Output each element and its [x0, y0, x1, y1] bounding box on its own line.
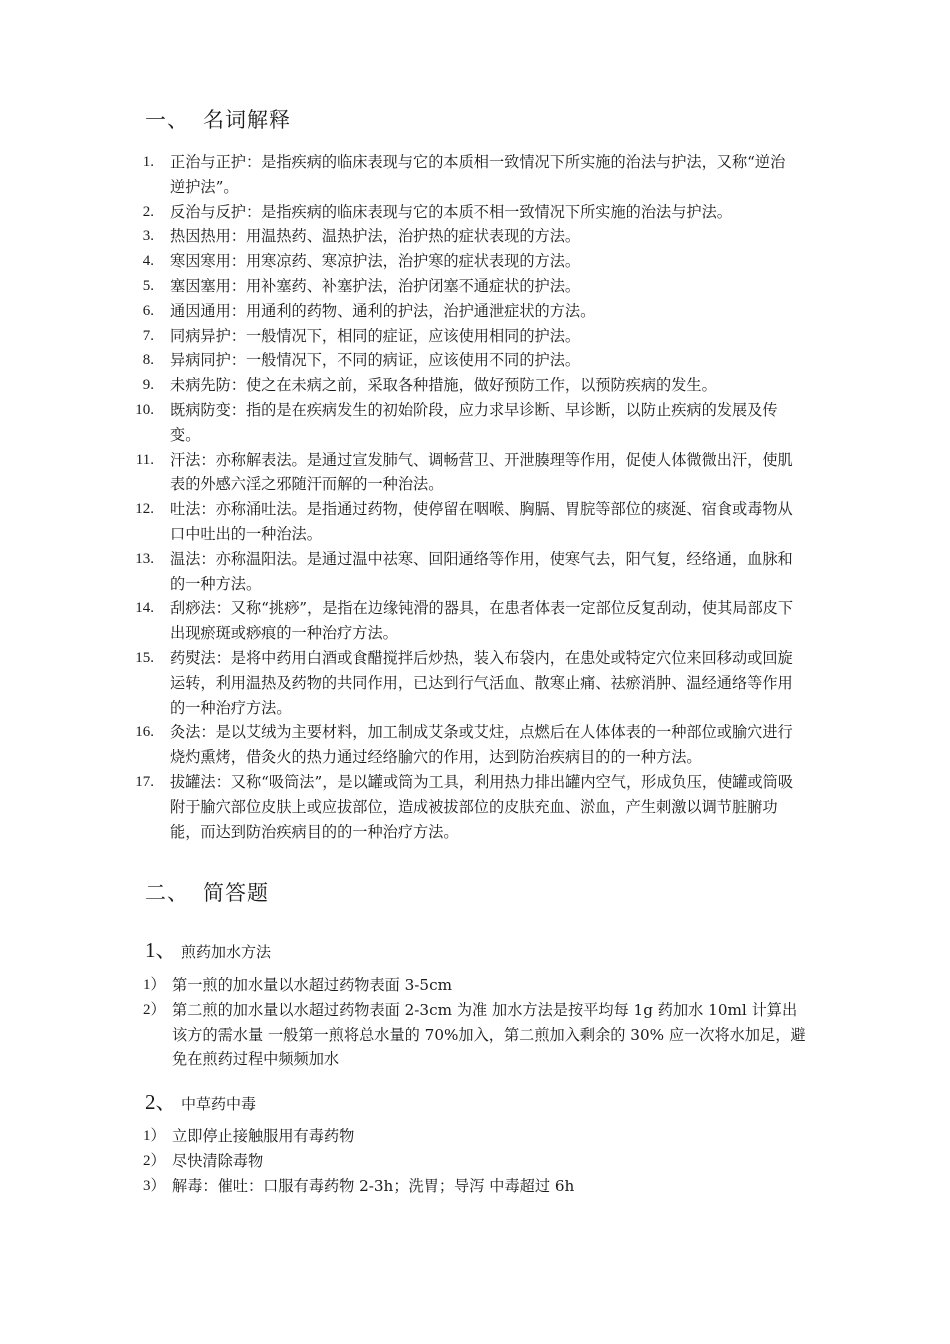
item-number: 6.: [142, 302, 154, 319]
list-item: [0, 200, 950, 225]
list-item: [0, 448, 950, 498]
section-heading-short-answers: [145, 879, 269, 907]
subsection-title: 中草药中毒: [181, 1095, 257, 1113]
item-text: 同病异护：一般情况下，相同的症证，应该使用相同的护法。: [170, 326, 581, 345]
item-number: 15.: [135, 649, 154, 666]
list-item: [0, 646, 950, 720]
subsection-number: 2、: [145, 1090, 177, 1114]
section-number: 一、: [145, 108, 189, 132]
item-text: 通因通用：用通利的药物、通利的护法，治护通泄症状的方法。: [170, 301, 596, 320]
item-number: 2）: [143, 1001, 166, 1018]
list-item: [0, 150, 950, 200]
item-number: 13.: [135, 550, 154, 567]
item-text: 异病同护：一般情况下，不同的病证，应该使用不同的护法。: [170, 351, 581, 370]
list-item: [0, 299, 950, 324]
list-item: [0, 348, 950, 373]
item-text: 灸法：是以艾绒为主要材料，加工制成艾条或艾炷，点燃后在人体体表的一种部位或腧穴进行烧灼熏烤，借灸火的热力通过经络腧穴的作用，达到防治疾病目的的一种方法。: [170, 723, 793, 767]
item-number: 2）: [143, 1152, 166, 1169]
answer-list-poisoning: [0, 1124, 950, 1198]
section-number: 二、: [145, 881, 189, 905]
item-text: 吐法：亦称涌吐法。是指通过药物，使停留在咽喉、胸膈、胃脘等部位的痰涎、宿食或毒物从口中吐出的一种治法。: [170, 500, 793, 543]
list-item: [0, 224, 950, 249]
item-text: 药熨法：是将中药用白酒或食醋搅拌后炒热，装入布袋内，在患处或特定穴位来回移动或回旋运转，利用温热及药物的共同作用，已达到行气活血、散寒止痛、祛瘀消肿、温经通络等作用的一种治疗方法。: [170, 648, 793, 717]
item-text: 汗法：亦称解表法。是通过宣发肺气、调畅营卫、开泄腠理等作用，促使人体微微出汗，使肌表的外感六淫之邪随汗而解的一种治法。: [170, 450, 793, 494]
item-text: 未病先防：使之在未病之前，采取各种措施，做好预防工作，以预防疾病的发生。: [170, 376, 717, 395]
item-number: 1）: [143, 977, 166, 993]
subsection-title: 煎药加水方法: [181, 943, 272, 961]
list-item: [0, 249, 950, 274]
list-item: [0, 398, 950, 448]
list-item: [0, 547, 950, 597]
term-list: [0, 150, 950, 844]
item-number: 4.: [142, 253, 154, 270]
list-item: [0, 497, 950, 547]
subsection-heading-decoction-water: [145, 934, 271, 964]
item-number: 16.: [135, 724, 154, 741]
list-item: [0, 274, 950, 299]
item-number: 1.: [142, 154, 154, 170]
list-item: [0, 373, 950, 398]
item-text: 刮痧法：又称“挑痧”，是指在边缘钝滑的器具，在患者体表一定部位反复刮动，使其局部皮下出现瘀斑或痧痕的一种治疗方法。: [170, 599, 794, 643]
section-heading-terms: [145, 106, 291, 134]
item-number: 8.: [142, 352, 154, 369]
item-text: 塞因塞用：用补塞药、补塞护法，治护闭塞不通症状的护法。: [170, 276, 581, 295]
item-number: 17.: [135, 773, 154, 790]
item-number: 12.: [135, 501, 154, 518]
item-text: 第二煎的加水量以水超过药物表面 2-3cm 为准 加水方法是按平均每 1g 药加水 10ml 计算出该方的需水量 一般第一煎将总水量的 70%加入，第二煎加入剩余的 30% 应一次将水加足，避免在煎药过程中频频加水: [172, 1000, 806, 1069]
item-text: 寒因寒用：用寒凉药、寒凉护法，治护寒的症状表现的方法。: [170, 252, 581, 271]
section-title: 名词解释: [203, 108, 291, 132]
item-number: 9.: [142, 377, 154, 394]
list-item: [0, 324, 950, 349]
item-number: 3.: [142, 228, 154, 245]
item-text: 尽快清除毒物: [172, 1151, 264, 1170]
item-number: 5.: [142, 277, 154, 294]
item-text: 既病防变：指的是在疾病发生的初始阶段，应力求早诊断、早诊断，以防止疾病的发展及传变。: [170, 400, 778, 444]
list-item: [0, 720, 950, 770]
item-text: 立即停止接触服用有毒药物: [172, 1127, 355, 1145]
list-item: [0, 1149, 950, 1174]
section-title: 简答题: [203, 881, 269, 905]
item-text: 温法：亦称温阳法。是通过温中祛寒、回阳通络等作用，使寒气去，阳气复，经络通，血脉和的一种方法。: [170, 549, 793, 593]
item-number: 10.: [135, 401, 154, 418]
item-number: 2.: [142, 203, 154, 220]
list-item: [0, 998, 950, 1072]
list-item: [0, 1174, 950, 1199]
list-item: [0, 770, 950, 844]
item-text: 第一煎的加水量以水超过药物表面 3-5cm: [172, 976, 453, 994]
item-text: 反治与反护：是指疾病的临床表现与它的本质不相一致情况下所实施的治法与护法。: [170, 202, 732, 221]
item-text: 热因热用：用温热药、温热护法，治护热的症状表现的方法。: [170, 227, 581, 246]
subsection-heading-herb-poisoning: [145, 1086, 256, 1116]
subsection-number: 1、: [145, 938, 177, 962]
item-number: 3）: [143, 1177, 166, 1194]
item-text: 解毒：催吐：口服有毒药物 2-3h；洗胃；导泻 中毒超过 6h: [172, 1176, 575, 1195]
item-text: 正治与正护：是指疾病的临床表现与它的本质相一致情况下所实施的治法与护法，又称“逆治逆护法”。: [170, 153, 786, 196]
item-number: 1）: [143, 1128, 166, 1144]
list-item: [0, 596, 950, 646]
item-text: 拔罐法：又称“吸筒法”，是以罐或筒为工具，利用热力排出罐内空气，形成负压，使罐或筒吸附于腧穴部位皮肤上或应拔部位，造成被拔部位的皮肤充血、淤血，产生刺激以调节脏腑功能，而达到防治疾病目的的一种治疗方法。: [170, 772, 794, 841]
item-number: 7.: [142, 327, 154, 344]
item-number: 11.: [135, 451, 154, 468]
list-item: [0, 973, 950, 998]
item-number: 14.: [135, 600, 154, 617]
answer-list-decoction: [0, 973, 950, 1072]
list-item: [0, 1124, 950, 1149]
